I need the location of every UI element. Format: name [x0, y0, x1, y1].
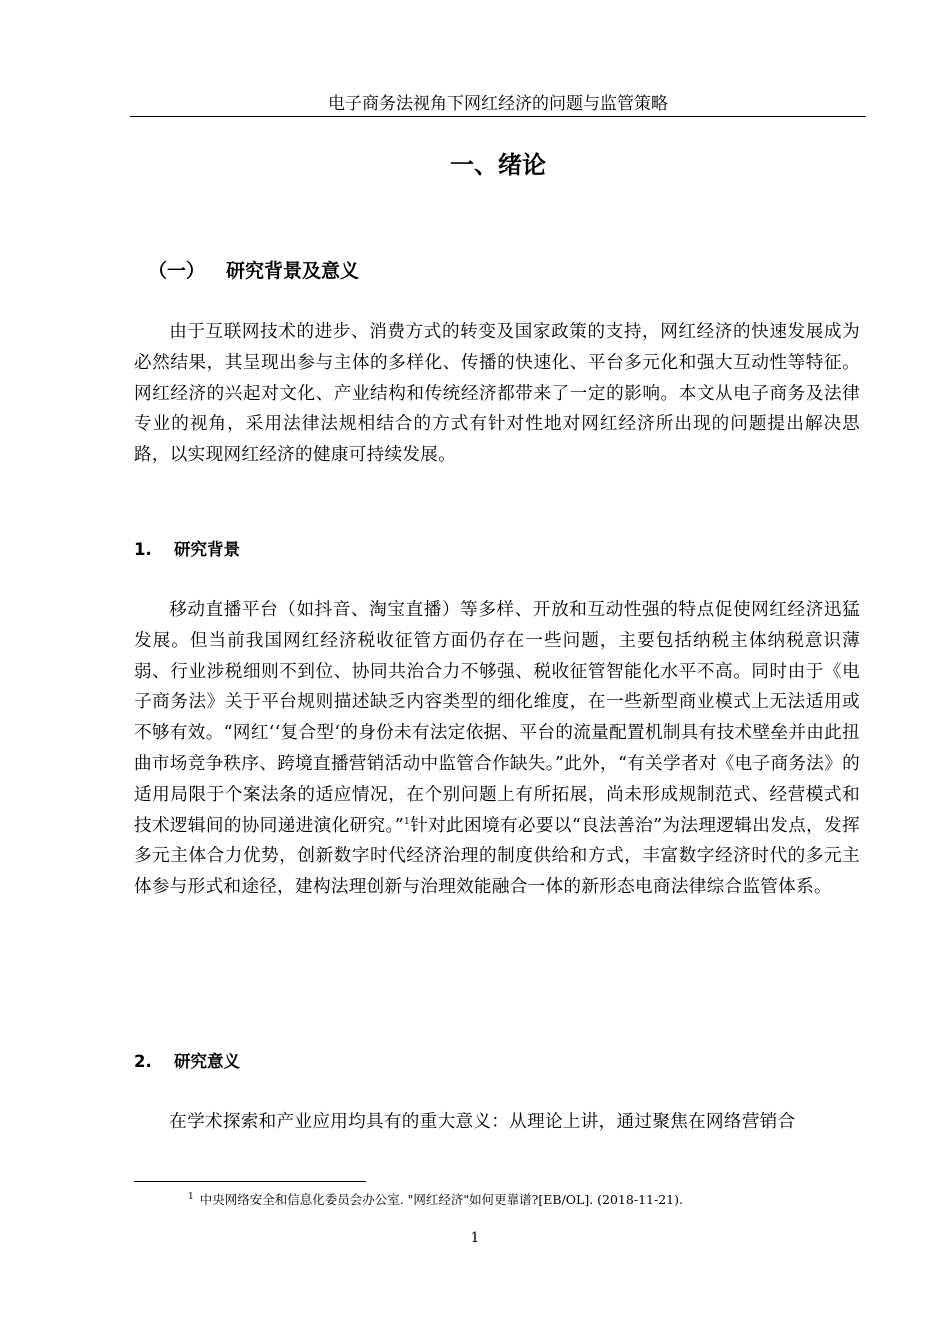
background-paragraph	[134, 595, 860, 903]
intro-paragraph: 由于互联网技术的进步、消费方式的转变及国家政策的支持，网红经济的快速发展成为必然结果，其呈现出参与主体的多样化、传播的快速化、平台多元化和强大互动性等特征。网红经济的兴起对文化、产业结构和传统经济都带来了一定的影响。本文从电子商务及法律专业的视角，采用法律法规相结合的方式有针对性地对网红经济所出现的问题提出解决思路，以实现网红经济的健康可持续发展。	[134, 322, 860, 466]
footnote-reference: 1	[404, 816, 411, 827]
footnote-rule	[134, 1181, 366, 1182]
section-number: （一）	[148, 260, 206, 282]
page-number: 1	[470, 1230, 480, 1246]
subsection-title: 研究背景	[174, 540, 240, 559]
header-rule	[130, 116, 866, 117]
running-header: 电子商务法视角下网红经济的问题与监管策略	[328, 94, 668, 114]
subsection-heading-background	[134, 537, 240, 563]
background-text-part1: 移动直播平台（如抖音、淘宝直播）等多样、开放和互动性强的特点促使网红经济迅猛发展。但当前我国网红经济税收征管方面仍存在一些问题，主要包括纳税主体纳税意识薄弱、行业涉税细则不到位、协同共治合力不够强、税收征管智能化水平不高。同时由于《电子商务法》关于平台规则描述缺乏内容类型的细化维度，在一些新型商业模式上无法适用或不够有效。“网红‘‘复合型‘的身份未有法定依据、平台的流量配置机制具有技术壁垒并由此扭曲市场竞争秩序、跨境直播营销活动中监管合作缺失。”此外，“有关学者对《电子商务法》的适用局限于个案法条的适应情况，在个别问题上有所拓展，尚未形成规制范式、经营模式和技术逻辑间的协同递进演化研究。”	[134, 600, 860, 836]
subsection-number: 1.	[134, 540, 152, 559]
footnote-number: 1	[188, 1191, 194, 1202]
section-title: 研究背景及意义	[226, 260, 360, 282]
subsection-number: 2.	[134, 1052, 152, 1071]
background-text-part2: 针对此困境有必要以“良法善治”为法理逻辑出发点，发挥多元主体合力优势，创新数字时代经济治理的制度供给和方式，丰富数字经济时代的多元主体参与形式和途径，建构法理创新与治理效能融合一体的新形态电商法律综合监管体系。	[134, 815, 861, 898]
subsection-heading-significance	[134, 1049, 240, 1075]
section-heading	[148, 256, 359, 286]
significance-paragraph: 在学术探索和产业应用均具有的重大意义：从理论上讲，通过聚焦在网络营销合	[169, 1112, 796, 1132]
chapter-title: 一、绪论	[450, 151, 546, 179]
subsection-title: 研究意义	[174, 1052, 240, 1071]
footnote-text: 中央网络安全和信息化委员会办公室. "网红经济"如何更靠谱?[EB/OL]. (2018-11-21).	[199, 1192, 683, 1207]
footnote	[188, 1190, 683, 1210]
